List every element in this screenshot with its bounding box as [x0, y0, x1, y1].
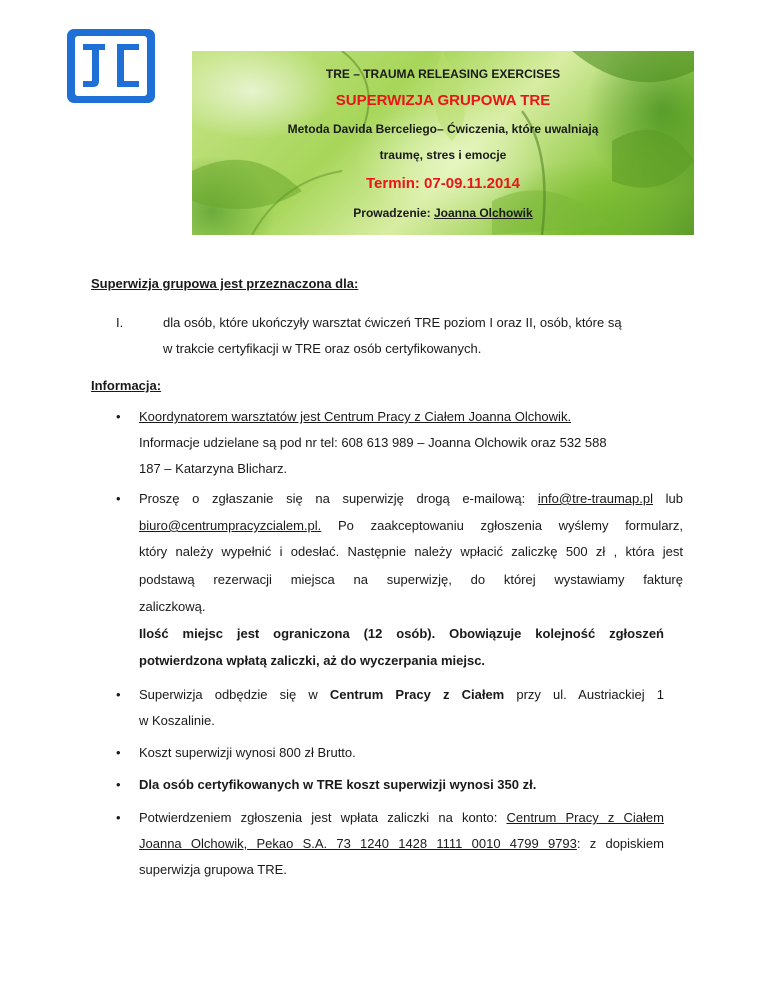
bullet-3-line2: w Koszalinie.: [139, 713, 215, 728]
banner-lead-name: Joanna Olchowik: [433, 206, 533, 220]
bullet-3-bold: Centrum Pracy z Ciałem: [329, 687, 505, 702]
bullet-2-line1: [139, 486, 683, 512]
banner-method-line1: Metoda Davida Berceliego– Ćwiczenia, które uwalniają: [287, 122, 599, 136]
bullet-2-bold2: potwierdzona wpłatą zaliczki, aż do wyczerpania miejsc.: [139, 653, 486, 668]
banner-lead: [192, 206, 694, 220]
bullet-6-line3: superwizja grupowa TRE.: [139, 862, 287, 877]
bullet-6-line2-end: : z dopiskiem: [576, 836, 664, 851]
bullet-4-marker: •: [116, 745, 121, 760]
audience-line2: w trakcie certyfikacji w TRE oraz osób certyfikowanych.: [163, 341, 482, 356]
audience-line1: dla osób, które ukończyły warsztat ćwiczeń TRE poziom I oraz II, osób, które są: [163, 315, 622, 330]
audience-title: Superwizja grupowa jest przeznaczona dla:: [91, 276, 359, 291]
bullet-1-line1: Koordynatorem warsztatów jest Centrum Pracy z Ciałem Joanna Olchowik.: [139, 409, 572, 424]
bullet-6-account-number: Joanna Olchowik, Pekao S.A. 73 1240 1428 1111 0010 4799 9793: [139, 836, 577, 851]
bullet-2-line2: [139, 513, 683, 539]
bullet-3-pre: Superwizja odbędzie się w: [139, 687, 330, 702]
bullet-5-marker: •: [116, 777, 121, 792]
audience-numeral: I.: [116, 315, 124, 330]
jc-logo-icon: [67, 29, 155, 103]
bullet-5-text: Dla osób certyfikowanych w TRE koszt superwizji wynosi 350 zł.: [139, 777, 537, 792]
bullet-4-text: Koszt superwizji wynosi 800 zł Brutto.: [139, 745, 356, 760]
banner-method-line2: traumę, stres i emocje: [379, 148, 507, 162]
bullet-3-line1: [139, 682, 664, 708]
bullet-6-pre: Potwierdzeniem zgłoszenia jest wpłata zaliczki na konto:: [139, 810, 507, 825]
bullet-2-line1-text: Proszę o zgłaszanie się na superwizję drogą e-mailową:: [139, 491, 538, 506]
email-link-biuro[interactable]: biuro@centrumpracyzcialem.pl.: [139, 518, 322, 533]
bullet-1-marker: •: [116, 409, 121, 424]
bullet-2-marker: •: [116, 491, 121, 506]
banner-lead-label: Prowadzenie:: [353, 206, 434, 220]
bullet-2-line4: podstawą rezerwacji miejsca na superwizję, do której wystawiamy fakturę: [139, 572, 683, 587]
bullet-6-line2: [139, 831, 664, 857]
bullet-2-line2-text: Po zaakceptowaniu zgłoszenia wyślemy formularz,: [321, 518, 683, 533]
bullet-6-marker: •: [116, 810, 121, 825]
banner-title: SUPERWIZJA GRUPOWA TRE: [335, 92, 551, 109]
bullet-3-marker: •: [116, 687, 121, 702]
header-banner: [192, 51, 694, 235]
email-link-info[interactable]: info@tre-traumap.pl: [537, 491, 653, 506]
bullet-2-bold1: Ilość miejsc jest ograniczona (12 osób). Obowiązuje kolejność zgłoszeń: [139, 626, 664, 641]
bullet-6-line1: [139, 805, 664, 831]
banner-subtitle: TRE – TRAUMA RELEASING EXERCISES: [325, 67, 561, 81]
bullet-2-line5: zaliczkową.: [139, 599, 206, 614]
bullet-3-post: przy ul. Austriackiej 1: [504, 687, 664, 702]
bullet-1-line2: Informacje udzielane są pod nr tel: 608 613 989 – Joanna Olchowik oraz 532 588: [139, 435, 607, 450]
bullet-2-line1-end: lub: [653, 491, 683, 506]
info-title: Informacja:: [91, 378, 162, 393]
bullet-2-line3: który należy wypełnić i odesłać. Następnie należy wpłacić zaliczkę 500 zł , która jest: [139, 544, 683, 559]
bullet-1-line3: 187 – Katarzyna Blicharz.: [139, 461, 288, 476]
bullet-6-account-name: Centrum Pracy z Ciałem: [506, 810, 664, 825]
banner-date: Termin: 07-09.11.2014: [366, 175, 520, 192]
